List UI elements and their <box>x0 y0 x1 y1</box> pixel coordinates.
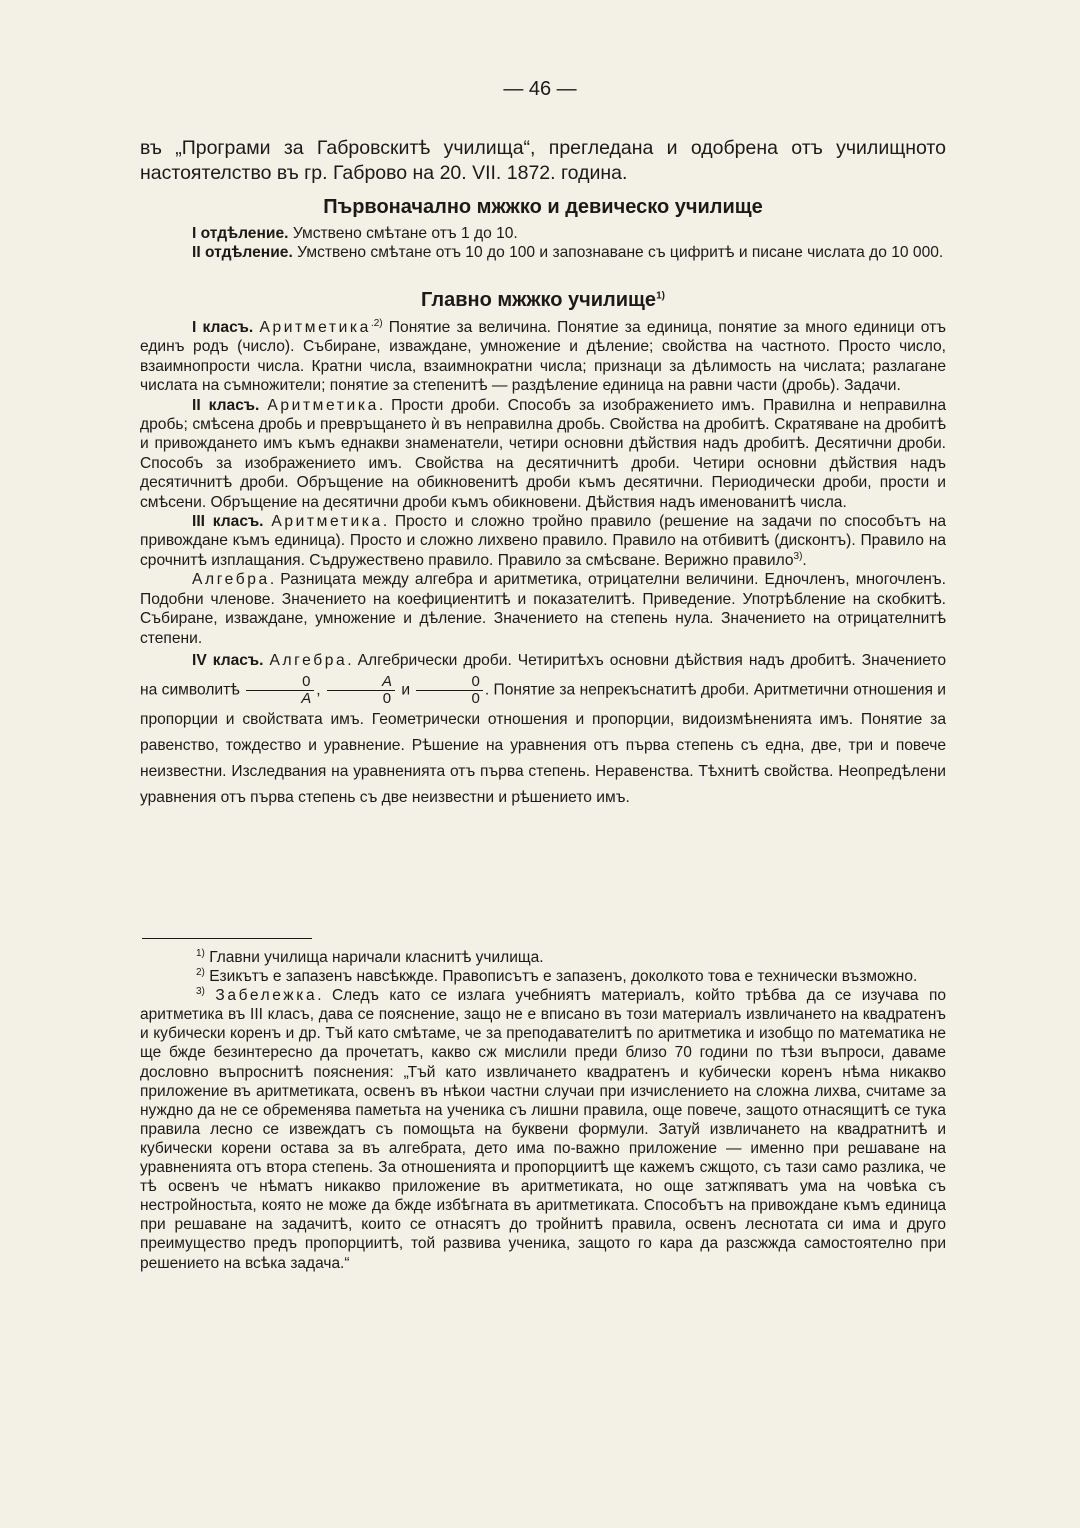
algebra-paragraph <box>140 570 946 648</box>
footnote-3-label: Забележка <box>215 987 318 1005</box>
class-4-label: IV класъ. <box>192 651 264 669</box>
intro-paragraph: въ „Програми за Габровскитѣ училища“, прегледана и одобрена отъ училищното настоятелство въ гр. Габрово на 20. VII. 1872. година. <box>140 137 946 184</box>
grade-2-text: Умствено смѣтане отъ 10 до 100 и запознаване съ цифритѣ и писане числата до 10 000. <box>292 244 944 261</box>
grade-1-label: I отдѣление. <box>192 225 289 242</box>
class-4-text-2: . Понятие за непрекъснатитѣ дроби. Аритметични отношения и пропорции и свойствата имъ. Геометрически отношения и пропорции, видоизмѣненията имъ. Понятие за равенство, тождество и уравнение. Рѣшение на уравнения отъ първа степень съ една, две, три и повече неизвестни. Изследвания на уравненията отъ първа степень. Неравенства. Тѣхнитѣ свойства. Неопредѣлени уравнения отъ първа степень съ две неизвестни и рѣшението имъ. <box>140 681 946 806</box>
class-2-label: II класъ. <box>192 396 260 414</box>
class-3-paragraph <box>140 512 946 570</box>
grade-2-label: II отдѣление. <box>192 244 293 261</box>
fraction-a-over-zero: $\frac{A}{0}$ <box>327 674 395 707</box>
footnote-3 <box>140 986 946 1272</box>
class-1-paragraph <box>140 318 946 396</box>
class-1-subject: Аритметика <box>259 319 371 336</box>
class-2-subject: Аритметика <box>267 396 379 414</box>
grade-1-paragraph <box>140 224 946 243</box>
class-3-text: . Просто и сложно тройно правило (решение на задачи по способътъ на привождане къмъ единица). Просто и сложно лихвено правило. Правило на отбивитѣ (дисконтъ). Правило на срочнитѣ изплащания. Съдружествено правило. Правило за смѣсване. Верижно правило <box>140 513 946 569</box>
primary-school-block <box>140 224 946 262</box>
footnote-2 <box>140 967 946 986</box>
class-2-text: . Прости дроби. Способъ за изображението имъ. Правилна и неправилна дробь; смѣсена дробь и превръщането ѝ въ неправилна дробь. Свойства на дробитѣ. Скратяване на дробитѣ и привождането имъ къмъ еднакви знаменатели, четири основни дѣйствия надъ дробитѣ. Десятични дроби. Способъ за изображението имъ. Свойства на десятичнитѣ дроби. Четири основни дѣйствия надъ десятичнитѣ дроби. Обръщение на обикновенитѣ дроби къмъ десятични. Периодически дроби, прости и смѣсени. Обръщение на десятични дроби къмъ обикновени. Дѣйствия надъ именованитѣ числа. <box>140 396 946 511</box>
algebra-text: . Разницата между алгебра и аритметика, отрицателни величини. Едночленъ, многочленъ. Подобни членове. Значението на коефициентитѣ и показателитѣ. Приведение. Употрѣбление на скобкитѣ. Събиране, изваждане, умножение и дѣление. Значението на степень нула. Значението на отрицателнитѣ степени. <box>140 571 946 647</box>
fraction-zero-over-zero: $\frac{0}{0}$ <box>416 674 482 707</box>
class-4-subject: Алгебра <box>269 651 348 669</box>
footnote-1-text: Главни училища наричали класнитѣ училища. <box>204 949 544 966</box>
page-number: — 46 — <box>503 78 577 100</box>
main-school-curriculum <box>140 318 946 811</box>
algebra-subject: Алгебра <box>192 571 270 589</box>
class-3-end: . <box>802 551 807 569</box>
footnotes <box>140 948 946 1273</box>
class-1-text: Понятие за величина. Понятие за единица, понятие за много единици отъ единъ родъ (число). Събиране, изваждане, умножение и дѣление; свойства на частното. Просто число, взаимнопрости числа. Кратни числа, взаимнократни числа; признаци за дѣлимость на числата; разлагане числата на съмножители; понятие за степенитѣ — раздѣление единица на равни части (дробь). Задачи. <box>140 319 946 395</box>
fraction-conjunction: и <box>401 681 411 699</box>
class-4-paragraph: IV класъ. Алгебра. Алгебрически дроби. Четиритѣхъ основни дѣйствия надъ дробитѣ. Значението на символитѣ $\frac{0}{A}$ , $\frac{A}{0}$ и $\frac{0}{0}$ . Понятие за непрекъснатитѣ дроби. Аритметични отношения и пропорции и свойствата имъ. Геометрически отношения и пропорции, видоизмѣненията имъ. Понятие за равенство, тождество и уравнение. Рѣшение на уравнения отъ първа степень съ една, две, три и повече неизвестни. Изследвания на уравненията отъ първа степень. Неравенства. Тѣхнитѣ свойства. Неопредѣлени уравнения отъ първа степень съ две неизвестни и рѣшението имъ. <box>140 651 946 806</box>
section-heading-main-school <box>140 289 946 312</box>
class-3-subject: Аритметика <box>271 513 383 531</box>
footnote-3-mark: 3) <box>196 986 205 998</box>
class-1-label: I класъ. <box>192 319 254 336</box>
section-heading-primary-school: Първоначално мжжко и девическо училище <box>323 196 763 218</box>
class-3-footnote-mark: 3) <box>793 550 803 562</box>
footnote-2-mark: 2) <box>196 966 205 978</box>
footnote-1 <box>140 948 946 967</box>
footnote-3-text: . Следъ като се излага учебниятъ материалъ, който трѣбва да се изучава по аритметика въ III класъ, дава се пояснение, защо не е вписано въ този материалъ извличането на квадратенъ и кубически коренъ и др. Тъй като смѣтаме, че за преподавателитѣ по аритметика и изобщо по математика не ще бжде безинтересно да прочетатъ, какво сж мислили преди близо 70 години по тѣзи въпроси, даваме дословно въпроснитѣ пояснения: „Тъй като извличането квадратенъ и кубически коренъ нѣма никакво приложение въ аритметиката, освенъ въ нѣкои частни случаи при изчислението на сложна лихва, считаме за нуждно да не се обременява паметьта на ученика съ лишни правила, още повече, защото отнасящитѣ се тука правила лесно се извеждатъ съ помощьта на буквени формули. Затуй извличането на квадратнитѣ и кубически корени остава за въ алгебрата, дето има по-важно приложение — именно при решаване на уравненията отъ втора степень. За отношенията и пропорциитѣ ще кажемъ сжщото, съ тази само разлика, че тѣ освенъ че нѣматъ никакво приложение въ аритметиката, но още затжпяватъ ума на човѣка съ нестройностьта, която не може да бжде избѣгната въ аритметиката. Способътъ на привождане къмъ единица при решаване на задачитѣ, които се отнасятъ до тройнитѣ правила, освенъ леснотата си има и друго преимущество предъ пропорциитѣ, той развива ученика, защото го кара да разсжжда самостоятелно при решението на всѣка задача.“ <box>140 987 946 1272</box>
class-4-text-1: . Алгебрически дроби. Четиритѣхъ основни дѣйствия надъ дробитѣ. Значението на символитѣ <box>140 651 946 699</box>
footnote-2-text: Езикътъ е запазенъ навсѣкжде. Правописътъ е запазенъ, доколкото това е технически възможно. <box>204 968 918 986</box>
class-3-label: III класъ. <box>192 513 264 531</box>
class-2-paragraph <box>140 396 946 512</box>
footnote-divider <box>142 938 312 939</box>
main-school-footnote-mark: 1) <box>656 290 665 302</box>
grade-1-text: Умствено смѣтане отъ 1 до 10. <box>288 225 518 242</box>
main-school-title: Главно мжжко училище <box>421 289 657 311</box>
fraction-zero-over-a: $\frac{0}{A}$ <box>246 674 314 707</box>
class-1-footnote-mark: .2) <box>370 317 383 329</box>
grade-2-paragraph <box>140 243 946 262</box>
footnote-1-mark: 1) <box>196 947 205 959</box>
